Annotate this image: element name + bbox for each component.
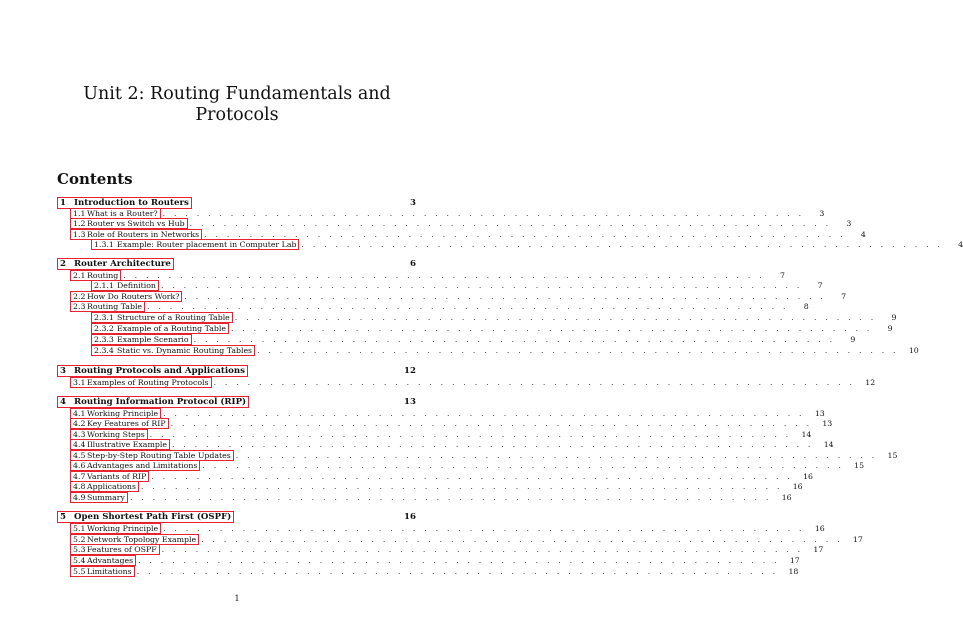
toc-entry-page: 13	[814, 408, 825, 418]
toc-entry-number: 4.6	[73, 460, 86, 470]
toc-entry[interactable]	[91, 312, 897, 322]
toc-dot-leader: . . . . . . . . . . . . . . . . . . . . . . . . . . . . . . . . . . . . . . . . . . . . . . . . . . . . . . . . .	[160, 280, 803, 290]
toc-dot-leader: . . . . . . . . . . . . . . . . . . . . . . . . . . . . . . . . . . . . . . . . . . . . . . . . . . . . . . . . .	[162, 208, 805, 218]
toc-entry-page: 14	[801, 429, 812, 439]
toc-entry-page: 15	[887, 450, 898, 460]
toc-entry[interactable]	[57, 366, 416, 376]
toc-entry-number: 5.4	[73, 555, 86, 565]
toc-entry[interactable]	[70, 566, 799, 576]
toc-entry-link[interactable]	[57, 365, 248, 377]
toc-entry-number: 1.3.1	[94, 239, 114, 249]
toc-entry-title: Key Features of RIP	[87, 418, 166, 428]
toc-entry[interactable]	[70, 218, 852, 228]
toc-dot-leader: . . . . . . . . . . . . . . . . . . . . . . . . . . . . . . . . . . . . . . . . . . . . . . . . . . . . . . . . .	[138, 555, 780, 565]
toc-entry-title: Router vs Switch vs Hub	[87, 218, 185, 228]
toc-entry-title: Working Principle	[87, 408, 159, 418]
toc-entry-page: 14	[823, 439, 834, 449]
toc-entry-number: 4.9	[73, 492, 86, 502]
toc-entry-number: 4.5	[73, 450, 86, 460]
toc-dot-leader: . . . . . . . . . . . . . . . . . . . . . . . . . . . . . . . . . . . . . . . . . . . . . . . . . . . . . . . . .	[189, 218, 832, 228]
toc-entry[interactable]	[70, 377, 876, 387]
toc-entry[interactable]	[70, 471, 813, 481]
toc-dot-leader: . . . . . . . . . . . . . . . . . . . . . . . . . . . . . . . . . . . . . . . . . . . . . . . . . . . . . . . . .	[171, 439, 814, 449]
toc-entry-number: 2	[60, 259, 66, 269]
toc-entry-number: 2.1	[73, 270, 86, 280]
toc-entry-title: Network Topology Example	[87, 534, 197, 544]
toc-entry-title: Advantages and Limitations	[87, 460, 198, 470]
toc-entry[interactable]	[70, 555, 800, 565]
toc-entry-page: 4	[958, 239, 963, 249]
toc-entry-link[interactable]	[57, 396, 249, 408]
toc-entry-page: 9	[887, 323, 893, 333]
toc-entry-number: 1.2	[73, 218, 86, 228]
toc-entry-link[interactable]	[91, 312, 233, 323]
toc-entry-link[interactable]	[91, 323, 229, 334]
toc-entry-number: 4.7	[73, 471, 86, 481]
toc-entry-link[interactable]	[70, 439, 170, 450]
toc-dot-leader: . . . . . . . . . . . . . . . . . . . . . . . . . . . . . . . . . . . . . . . . . . . . . . . . . . . . . . . . .	[123, 270, 765, 280]
toc-entry-number: 4.4	[73, 439, 86, 449]
toc-dot-leader: . . . . . . . . . . . . . . . . . . . . . . . . . . . . . . . . . . . . . . . . . . . . . . . . . . . . . . . . .	[257, 345, 899, 355]
toc-dot-leader: . . . . . . . . . . . . . . . . . . . . . . . . . . . . . . . . . . . . . . . . . . . . . . . . . . . . . . . . .	[213, 377, 856, 387]
toc-entry-number: 2.2	[73, 291, 86, 301]
toc-entry-link[interactable]	[70, 523, 161, 534]
toc-entry-number: 4	[60, 397, 66, 407]
toc-entry-title: Working Steps	[87, 429, 145, 439]
toc-entry-page: 4	[860, 229, 866, 239]
toc-entry-number: 2.1.1	[94, 280, 114, 290]
toc-entry-title: Introduction to Routers	[74, 198, 189, 208]
toc-entry[interactable]	[70, 460, 865, 470]
toc-entry-number: 5.2	[73, 534, 86, 544]
toc-entry-page: 7	[779, 270, 785, 280]
toc-entry-page: 16	[814, 523, 825, 533]
toc-entry-title: Routing Information Protocol (RIP)	[74, 397, 247, 407]
toc-entry[interactable]	[91, 323, 893, 333]
toc-entry-page: 9	[850, 334, 856, 344]
toc-entry-title: Example: Router placement in Computer Lab	[117, 239, 297, 249]
toc-entry-page: 6	[410, 259, 416, 269]
toc-dot-leader: . . . . . . . . . . . . . . . . . . . . . . . . . . . . . . . . . . . . . . . . . . . . . . . . . . . . . . . . .	[184, 291, 827, 301]
toc-entry-link[interactable]	[70, 301, 145, 312]
toc-entry[interactable]	[70, 534, 863, 544]
toc-dot-leader: . . . . . . . . . . . . . . . . . . . . . . . . . . . . . . . . . . . . . . . . . . . . . . . . . . . . . . . . .	[149, 429, 792, 439]
toc-entry[interactable]	[57, 397, 416, 407]
document-title-line-1: Unit 2: Routing Fundamentals and	[83, 84, 391, 104]
toc-entry[interactable]	[91, 239, 963, 249]
toc-entry-title: Routing	[87, 270, 119, 280]
contents-heading: Contents	[57, 170, 133, 188]
toc-entry-link[interactable]	[91, 280, 159, 291]
toc-entry-page: 3	[819, 208, 825, 218]
toc-entry-page: 9	[891, 312, 897, 322]
toc-entry-title: Illustrative Example	[87, 439, 167, 449]
toc-entry-link[interactable]	[70, 555, 136, 566]
toc-entry-number: 2.3.2	[94, 323, 114, 333]
toc-entry-title: Working Principle	[87, 523, 159, 533]
toc-entry-page: 17	[852, 534, 863, 544]
toc-entry-page: 7	[817, 280, 823, 290]
toc-entry-number: 3.1	[73, 377, 86, 387]
toc-entry-page: 10	[908, 345, 919, 355]
toc-entry[interactable]	[91, 345, 919, 355]
toc-entry-link[interactable]	[70, 566, 135, 577]
toc-entry-link[interactable]	[70, 460, 200, 471]
toc-entry[interactable]	[70, 492, 792, 502]
toc-entry-number: 2.3.1	[94, 312, 114, 322]
toc-entry-number: 5.1	[73, 523, 86, 533]
toc-entry[interactable]	[70, 450, 898, 460]
toc-entry-page: 3	[410, 198, 416, 208]
toc-entry-title: Definition	[117, 280, 156, 290]
toc-entry-link[interactable]	[57, 511, 234, 523]
toc-entry-number: 2.3.4	[94, 345, 114, 355]
toc-dot-leader: . . . . . . . . . . . . . . . . . . . . . . . . . . . . . . . . . . . . . . . . . . . . . . . . . . . . . . . . .	[193, 334, 836, 344]
toc-dot-leader: . . . . . . . . . . . . . . . . . . . . . . . . . . . . . . . . . . . . . . . . . . . . . . . . . . . . . . . . .	[151, 471, 793, 481]
toc-entry-title: Examples of Routing Protocols	[87, 377, 209, 387]
toc-dot-leader: . . . . . . . . . . . . . . . . . . . . . . . . . . . . . . . . . . . . . . . . . . . . . . . . . . . . . . . . .	[136, 566, 779, 576]
toc-entry-page: 12	[865, 377, 876, 387]
toc-entry[interactable]	[70, 544, 824, 554]
toc-entry[interactable]	[57, 512, 416, 522]
toc-entry-title: Routing Protocols and Applications	[74, 366, 245, 376]
toc-dot-leader: . . . . . . . . . . . . . . . . . . . . . . . . . . . . . . . . . . . . . . . . . . . . . . . . . . . . . . . . .	[301, 239, 944, 249]
toc-entry-link[interactable]	[70, 481, 139, 492]
toc-entry-title: How Do Routers Work?	[87, 291, 180, 301]
toc-entry-link[interactable]	[91, 239, 299, 250]
toc-entry[interactable]	[70, 439, 834, 449]
toc-entry-link[interactable]	[91, 334, 192, 345]
toc-entry-page: 16	[404, 512, 416, 522]
toc-entry-number: 5	[60, 512, 66, 522]
toc-entry[interactable]	[70, 429, 812, 439]
toc-dot-leader: . . . . . . . . . . . . . . . . . . . . . . . . . . . . . . . . . . . . . . . . . . . . . . . . . . . . . . . . .	[163, 523, 805, 533]
toc-entry-title: Structure of a Routing Table	[117, 312, 230, 322]
toc-entry-page: 15	[854, 460, 865, 470]
toc-entry-link[interactable]	[70, 418, 169, 429]
toc-entry-number: 2.3.3	[94, 334, 114, 344]
toc-entry-number: 1.3	[73, 229, 86, 239]
toc-entry[interactable]	[70, 208, 825, 218]
toc-entry[interactable]	[70, 270, 785, 280]
toc-entry[interactable]	[70, 523, 825, 533]
toc-entry-page: 3	[846, 218, 852, 228]
toc-entry-number: 4.2	[73, 418, 86, 428]
toc-entry-title: What is a Router?	[87, 208, 158, 218]
toc-entry-title: Example Scenario	[117, 334, 189, 344]
toc-entry[interactable]	[91, 280, 823, 290]
toc-entry-page: 18	[788, 566, 799, 576]
toc-entry-number: 4.3	[73, 429, 86, 439]
toc-entry-page: 16	[792, 481, 803, 491]
toc-entry-link[interactable]	[91, 345, 255, 356]
toc-entry-title: Summary	[87, 492, 125, 502]
toc-entry-title: Example of a Routing Table	[117, 323, 226, 333]
toc-entry-title: Features of OSPF	[87, 544, 157, 554]
toc-entry-link[interactable]	[57, 258, 174, 270]
toc-entry[interactable]	[70, 291, 847, 301]
toc-entry-page: 12	[404, 366, 416, 376]
toc-entry[interactable]	[70, 229, 866, 239]
toc-dot-leader: . . . . . . . . . . . . . . . . . . . . . . . . . . . . . . . . . . . . . . . . . . . . . . . . . . . . . . . . .	[147, 301, 789, 311]
toc-dot-leader: . . . . . . . . . . . . . . . . . . . . . . . . . . . . . . . . . . . . . . . . . . . . . . . . . . . . . . . . .	[204, 229, 846, 239]
toc-entry-title: Role of Routers in Networks	[87, 229, 200, 239]
toc-entry[interactable]	[70, 481, 803, 491]
toc-dot-leader: . . . . . . . . . . . . . . . . . . . . . . . . . . . . . . . . . . . . . . . . . . . . . . . . . . . . . . . . .	[163, 408, 805, 418]
toc-entry[interactable]	[57, 198, 416, 208]
toc-dot-leader: . . . . . . . . . . . . . . . . . . . . . . . . . . . . . . . . . . . . . . . . . . . . . . . . . . . . . . . . .	[170, 418, 813, 428]
toc-entry-title: Step-by-Step Routing Table Updates	[87, 450, 231, 460]
toc-entry-number: 2.3	[73, 301, 86, 311]
toc-dot-leader: . . . . . . . . . . . . . . . . . . . . . . . . . . . . . . . . . . . . . . . . . . . . . . . . . . . . . . . . .	[234, 312, 877, 322]
toc-dot-leader: . . . . . . . . . . . . . . . . . . . . . . . . . . . . . . . . . . . . . . . . . . . . . . . . . . . . . . . . .	[201, 534, 843, 544]
toc-entry[interactable]	[70, 408, 825, 418]
toc-entry-link[interactable]	[70, 544, 160, 555]
toc-entry-number: 1	[60, 198, 66, 208]
toc-entry-title: Limitations	[87, 566, 132, 576]
toc-entry-link[interactable]	[70, 492, 128, 503]
toc-entry-link[interactable]	[70, 377, 212, 388]
toc-entry-number: 4.1	[73, 408, 86, 418]
toc-entry-title: Routing Table	[87, 301, 143, 311]
toc-entry-page: 13	[822, 418, 833, 428]
toc-entry-number: 1.1	[73, 208, 86, 218]
toc-entry-page: 7	[841, 291, 847, 301]
toc-entry-title: Applications	[87, 481, 136, 491]
toc-entry-page: 8	[803, 301, 809, 311]
toc-entry-page: 17	[789, 555, 800, 565]
toc-entry-link[interactable]	[70, 218, 188, 229]
toc-entry-number: 4.8	[73, 481, 86, 491]
toc-entry-title: Variants of RIP	[87, 471, 147, 481]
toc-dot-leader: . . . . . . . . . . . . . . . . . . . . . . . . . . . . . . . . . . . . . . . . . . . . . . . . . . . . . . . . .	[161, 544, 804, 554]
toc-entry-number: 5.5	[73, 566, 86, 576]
toc-dot-leader: . . . . . . . . . . . . . . . . . . . . . . . . . . . . . . . . . . . . . . . . . . . . . . . . . . . . . . . . .	[202, 460, 845, 470]
toc-entry-title: Router Architecture	[74, 259, 171, 269]
toc-entry[interactable]	[91, 334, 856, 344]
toc-entry-title: Static vs. Dynamic Routing Tables	[117, 345, 253, 355]
toc-entry-title: Advantages	[87, 555, 134, 565]
toc-dot-leader: . . . . . . . . . . . . . . . . . . . . . . . . . . . . . . . . . . . . . . . . . . . . . . . . . . . . . . . . .	[140, 481, 783, 491]
toc-entry[interactable]	[70, 301, 809, 311]
toc-dot-leader: . . . . . . . . . . . . . . . . . . . . . . . . . . . . . . . . . . . . . . . . . . . . . . . . . . . . . . . . .	[230, 323, 873, 333]
toc-dot-leader: . . . . . . . . . . . . . . . . . . . . . . . . . . . . . . . . . . . . . . . . . . . . . . . . . . . . . . . . .	[235, 450, 878, 460]
toc-entry-title: Open Shortest Path First (OSPF)	[74, 512, 232, 522]
document-title-line-2: Protocols	[195, 105, 279, 125]
page-number: 1	[234, 593, 240, 603]
toc-entry-page: 13	[404, 397, 416, 407]
toc-entry-page: 16	[803, 471, 813, 481]
toc-entry-page: 16	[781, 492, 792, 502]
toc-entry-number: 5.3	[73, 544, 86, 554]
toc-entry-number: 3	[60, 366, 66, 376]
toc-entry[interactable]	[70, 418, 833, 428]
toc-dot-leader: . . . . . . . . . . . . . . . . . . . . . . . . . . . . . . . . . . . . . . . . . . . . . . . . . . . . . . . . .	[129, 492, 772, 502]
toc-entry[interactable]	[57, 259, 416, 269]
toc-entry-page: 17	[813, 544, 824, 554]
